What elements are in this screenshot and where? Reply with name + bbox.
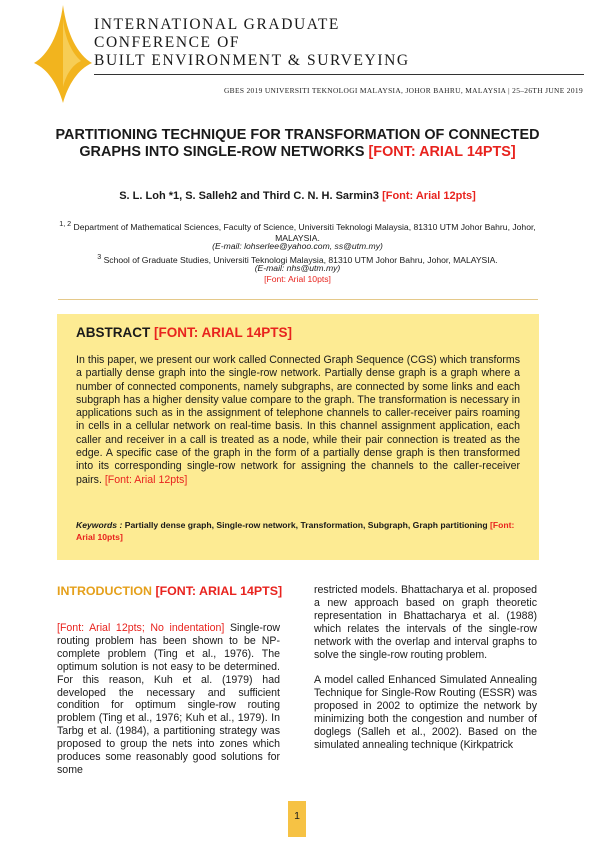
abstract-heading	[76, 325, 292, 340]
affiliation-3-marker: 3	[97, 253, 102, 261]
paper-title	[45, 127, 550, 160]
paragraph-spacer	[314, 661, 537, 674]
author-list	[45, 190, 550, 202]
body-column-left	[57, 622, 280, 777]
email-3: (E-mail: nhs@utm.my)	[254, 263, 341, 273]
conference-name-line-1: INTERNATIONAL GRADUATE	[94, 16, 341, 33]
intro-paragraph-1: Single-row routing problem has been shown to be NP-complete problem (Ting et al., 1976). The optimum solution is not easy to be determined. For this reason, Kuh et al. (1979) had developed the necessary and sufficient condition for optimum single-row routing problem (Ting et al., 1976; Kuh et al., 1979). In Tarbg et al. (1984), a partitioning strategy was proposed to group the nets into zones which produces some reasonably good solutions for some	[57, 622, 280, 776]
abstract-font-note: [Font: Arial 12pts]	[104, 473, 188, 486]
introduction-heading-note: [FONT: ARIAL 14PTS]	[155, 584, 283, 598]
conference-logo	[34, 5, 92, 103]
abstract-body-text: In this paper, we present our work called Connected Graph Sequence (CGS) which transforms a partially dense graph into the single-row network. Partially dense graph is a graph where a number of connected components, namely subgraphs, are connected by some links and each subgraph has a higher density value compare to the graph. The transformation is necessary in applications such as in the assignment of telephone channels to caller-receiver pairs roaming in cells in a cellular network on real-time basis. In this channel assignment application, each caller and receiver in a call is treated as a node, while their pair connection is treated as the edge. A specific case of the graph in the form of a partially dense graph is then transformed into its corresponding single-row network for assigning the channels to the caller-receiver pairs.	[76, 354, 520, 486]
keywords-font-note: [Font: Arial 10pts]	[76, 520, 515, 542]
conference-name-line-2: CONFERENCE OF	[94, 34, 241, 51]
keywords-label: Keywords :	[76, 520, 125, 530]
affiliation-font-note: [Font: Arial 10pts]	[264, 274, 331, 284]
body-column-right	[314, 584, 537, 752]
keywords	[76, 520, 520, 543]
introduction-heading-text: INTRODUCTION	[57, 584, 156, 598]
intro-paragraph-3: A model called Enhanced Simulated Annealing Technique for Single-Row Routing (ESSR) was proposed in 2002 to optimize the network by minimizing both the congestion and number of doglegs (Salleh et al., 2002). Based on the simulated annealing technique (Kirkpatrick	[314, 674, 537, 751]
conference-name-line-3: BUILT ENVIRONMENT & SURVEYING	[94, 52, 410, 69]
abstract-heading-note: [FONT: ARIAL 14PTS]	[154, 325, 293, 340]
introduction-heading	[57, 584, 297, 599]
conference-details: GBES 2019 UNIVERSITI TEKNOLOGI MALAYSIA, JOHOR BAHRU, MALAYSIA | 25–26TH JUNE 2019	[223, 86, 583, 95]
paragraph-font-note: [Font: Arial 12pts; No indentation]	[57, 622, 230, 634]
affiliation-3-email	[45, 263, 550, 274]
title-font-note: [FONT: ARIAL 14PTS]	[368, 143, 516, 160]
title-text: PARTITIONING TECHNIQUE FOR TRANSFORMATION OF CONNECTED GRAPHS INTO SINGLE-ROW NETWORKS	[55, 127, 540, 160]
affiliation-divider	[58, 299, 538, 300]
affiliation-1-email	[45, 241, 550, 252]
intro-paragraph-2: restricted models. Bhattacharya et al. proposed a new approach based on graph theoretic representation in Bhattacharya et al. (1988) which relates the intervals of the single-row network with the overlap and interval graphs to solve the single-row routing problem.	[314, 584, 537, 661]
affiliation-3-text: School of Graduate Studies, Universiti Teknologi Malaysia, 81310 UTM Johor Bahru, Johor, MALAYSIA.	[103, 254, 498, 265]
abstract-text	[76, 354, 520, 487]
keywords-text: Partially dense graph, Single-row network, Transformation, Subgraph, Graph partitioning	[124, 520, 490, 530]
page-number: 1	[294, 810, 300, 822]
authors-text: S. L. Loh *1, S. Salleh2 and Third C. N. H. Sarmin3	[119, 190, 383, 202]
abstract-heading-text: ABSTRACT	[76, 325, 154, 340]
header-divider	[94, 74, 584, 75]
authors-font-note: [Font: Arial 12pts]	[382, 190, 476, 202]
affiliation-1-marker: 1, 2	[59, 220, 72, 228]
affiliation-1-text: Department of Mathematical Sciences, Faculty of Science, Universiti Teknologi Malaysia, 81310 UTM Johor Bahru, Johor, MALAYSIA.	[73, 221, 536, 243]
email-1: (E-mail: lohserlee@yahoo.com, ss@utm.my)	[212, 241, 383, 251]
